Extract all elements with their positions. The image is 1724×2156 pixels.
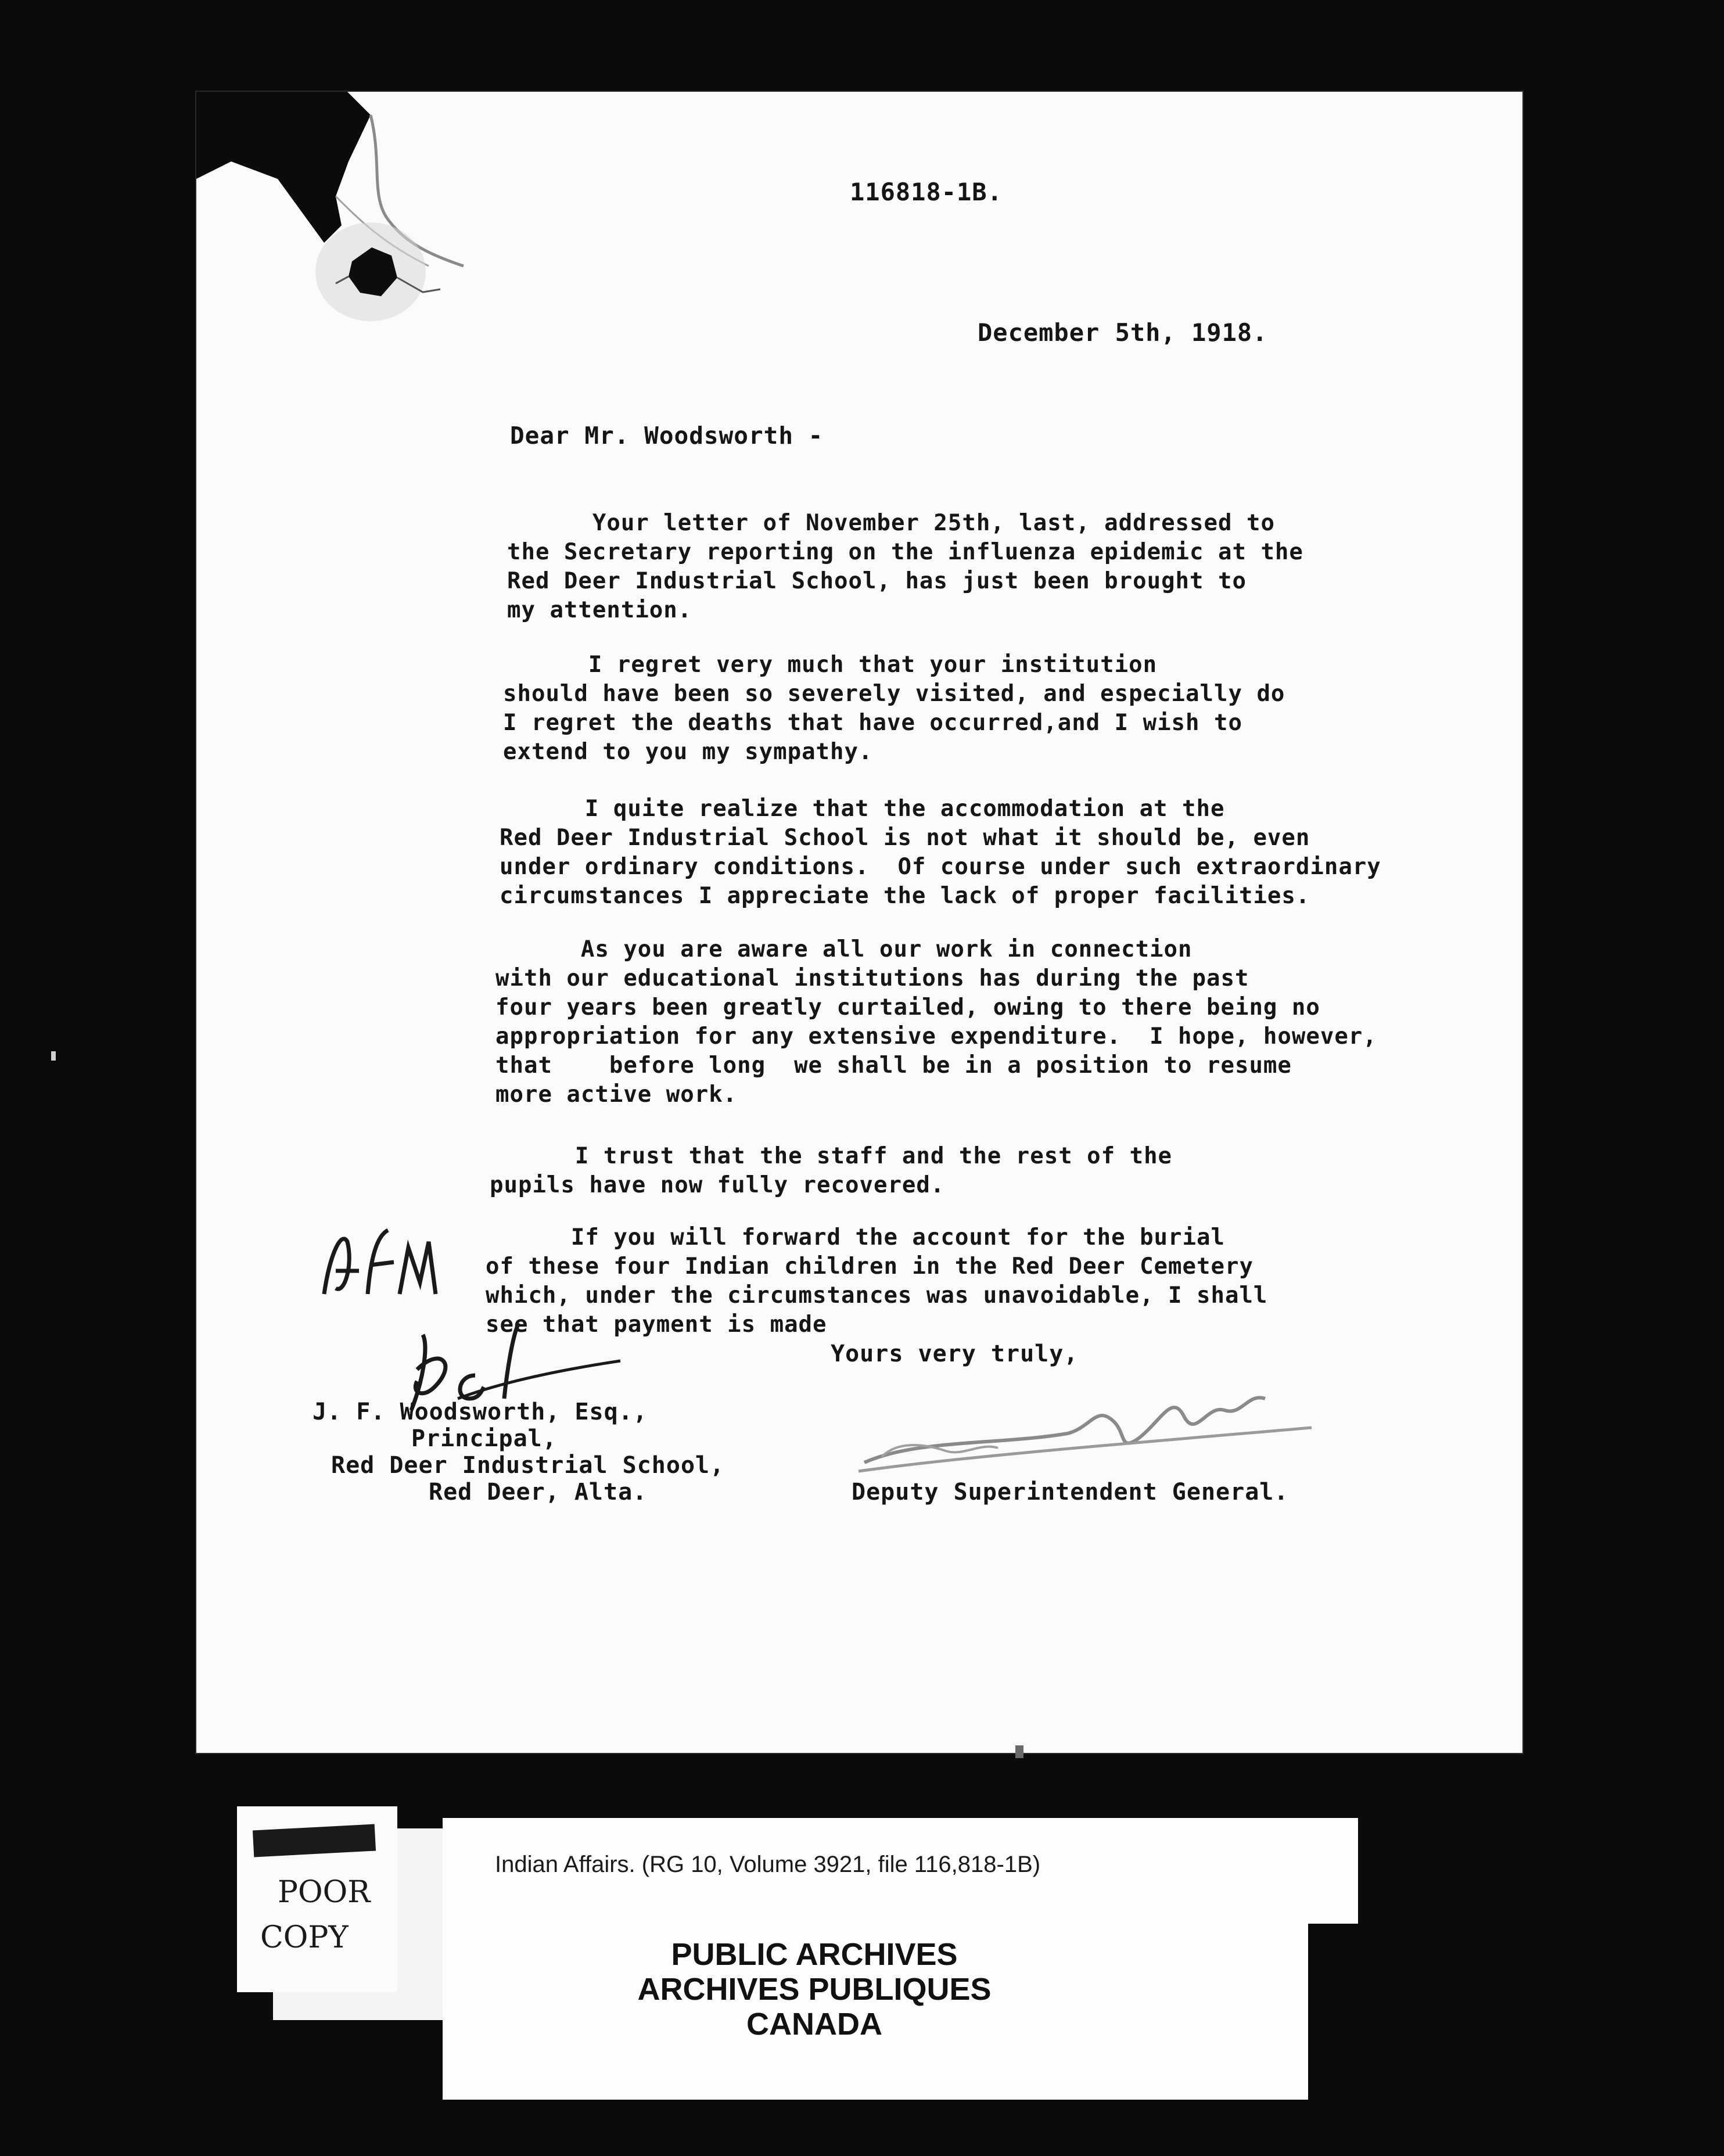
addressee-location: Red Deer, Alta. — [429, 1479, 648, 1505]
body-line: under ordinary conditions. Of course under such extraordinary — [500, 854, 1381, 880]
body-line: As you are aware all our work in connection — [495, 936, 1193, 962]
body-line: Red Deer Industrial School is not what it should be, even — [500, 825, 1310, 851]
source-line: Indian Affairs. (RG 10, Volume 3921, file 116,818-1B) — [495, 1852, 1041, 1877]
file-reference-number: 116818-1B. — [850, 178, 1003, 206]
addressee-institution: Red Deer Industrial School, — [331, 1452, 725, 1479]
body-paragraph-2 — [503, 651, 1285, 767]
body-line: extend to you my sympathy. — [503, 739, 873, 765]
redaction-bar — [253, 1824, 376, 1857]
body-paragraph-1 — [507, 509, 1303, 625]
body-line: which, under the circumstances was unavoidable, I shall — [486, 1282, 1268, 1309]
letter-page — [196, 92, 1522, 1753]
salutation: Dear Mr. Woodsworth - — [510, 422, 824, 450]
body-paragraph-4 — [495, 935, 1377, 1109]
body-line: that before long we shall be in a position to resume — [495, 1052, 1292, 1079]
body-paragraph-3 — [500, 795, 1381, 911]
body-line: circumstances I appreciate the lack of proper facilities. — [500, 883, 1310, 909]
source-reference-card — [443, 1818, 1358, 1924]
frame-mark — [1015, 1745, 1023, 1758]
stamp-line-3: CANADA — [746, 2007, 882, 2042]
body-line: my attention. — [507, 597, 692, 623]
archives-stamp-card — [443, 1920, 1308, 2100]
poor-copy-tag — [237, 1806, 397, 1992]
body-line: Red Deer Industrial School, has just been brought to — [507, 568, 1247, 594]
addressee-title: Principal, — [411, 1425, 557, 1452]
signature-title: Deputy Superintendent General. — [852, 1479, 1289, 1505]
body-line: four years been greatly curtailed, owing to there being no — [495, 994, 1320, 1020]
body-line: Your letter of November 25th, last, addressed to — [507, 510, 1275, 536]
body-line: with our educational institutions has during the past — [495, 965, 1249, 991]
body-line: the Secretary reporting on the influenza epidemic at the — [507, 539, 1303, 565]
body-line: see that payment is made — [486, 1311, 827, 1338]
addressee-name: J. F. Woodsworth, Esq., — [313, 1399, 648, 1425]
poor-label: POOR — [278, 1875, 371, 1910]
archives-stamp — [524, 1937, 1105, 2042]
stamp-line-1: PUBLIC ARCHIVES — [671, 1937, 958, 1972]
body-line: pupils have now fully recovered. — [490, 1172, 945, 1198]
body-line: I regret very much that your institution — [503, 652, 1158, 678]
body-line: appropriation for any extensive expenditure. I hope, however, — [495, 1023, 1377, 1050]
handwritten-initials-afm — [313, 1207, 452, 1311]
stamp-line-2: ARCHIVES PUBLIQUES — [637, 1972, 992, 2007]
body-line: I quite realize that the accommodation at the — [500, 796, 1225, 822]
body-line: of these four Indian children in the Red Deer Cemetery — [486, 1253, 1254, 1280]
body-line: more active work. — [495, 1081, 738, 1108]
body-line: should have been so severely visited, and especially do — [503, 681, 1285, 707]
torn-corner-damage — [196, 92, 522, 359]
body-line: I trust that the staff and the rest of the — [490, 1143, 1173, 1169]
copy-label: COPY — [260, 1920, 349, 1955]
body-line: If you will forward the account for the burial — [486, 1224, 1225, 1251]
body-paragraph-5 — [490, 1142, 1172, 1200]
body-line: I regret the deaths that have occurred,and I wish to — [503, 710, 1242, 736]
closing: Yours very truly, — [831, 1341, 1079, 1367]
signature — [847, 1370, 1323, 1486]
frame-mark — [51, 1051, 56, 1061]
letter-date: December 5th, 1918. — [978, 318, 1268, 347]
